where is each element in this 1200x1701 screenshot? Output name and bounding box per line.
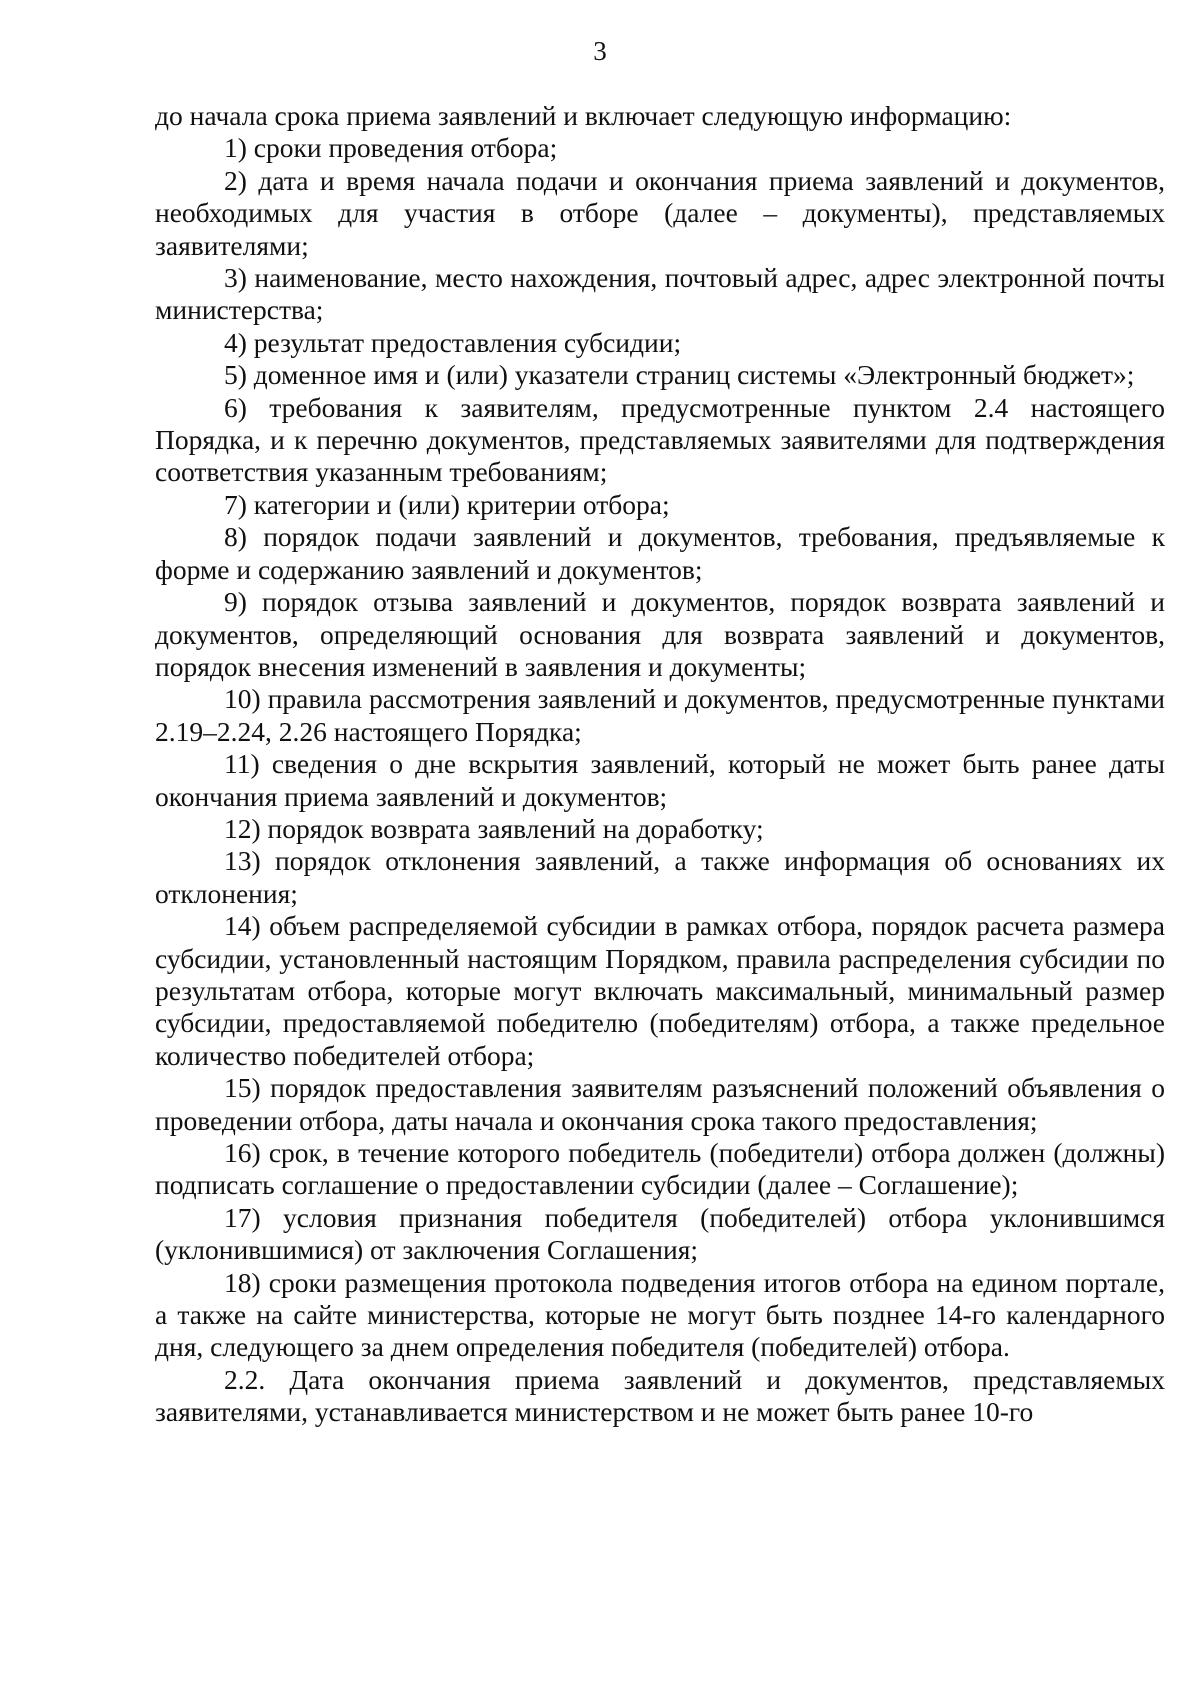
list-item-15: 15) порядок предоставления заявителям разъяснений положений объявления о проведении отбора, даты начала и окончания срока такого предоставления; <box>155 1072 1165 1136</box>
paragraph-intro: до начала срока приема заявлений и включает следующую информацию: <box>155 100 1012 131</box>
list-item-11: 11) сведения о дне вскрытия заявлений, который не может быть ранее даты окончания приема заявлений и документов; <box>155 748 1165 812</box>
list-item-17: 17) условия признания победителя (победителей) отбора уклонившимся (уклонившимися) от заключения Соглашения; <box>155 1201 1165 1266</box>
document-body <box>155 100 1165 1429</box>
section-2-2: 2.2. Дата окончания приема заявлений и документов, представляемых заявителями, устанавливается министерством и не может быть ранее 10-го <box>155 1363 1165 1428</box>
list-item-5: 5) доменное имя и (или) указатели страниц системы «Электронный бюджет»; <box>224 359 1135 391</box>
list-item-9: 9) порядок отзыва заявлений и документов, порядок возврата заявлений и документов, определяющий основания для возврата заявлений и документов, порядок внесения изменений в заявления и документы; <box>155 586 1165 682</box>
list-item-7: 7) категории и (или) критерии отбора; <box>224 488 670 520</box>
list-item-18: 18) сроки размещения протокола подведения итогов отбора на едином портале, а также на сайте министерства, которые не могут быть позднее 14-го календарного дня, следующего за днем определения победителя (победителей) отбора. <box>155 1266 1165 1363</box>
page-number: 3 <box>593 36 607 66</box>
list-item-2: 2) дата и время начала подачи и окончания приема заявлений и документов, необходимых для участия в отборе (далее – документы), представляемых заявителями; <box>155 164 1165 261</box>
list-item-14: 14) объем распределяемой субсидии в рамках отбора, порядок расчета размера субсидии, установленный настоящим Порядком, правила распределения субсидии по результатам отбора, которые могут включать максимальный, минимальный размер субсидии, предоставляемой победителю (победителям) отбора, а также предельное количество победителей отбора; <box>155 910 1165 1071</box>
list-item-8: 8) порядок подачи заявлений и документов, требования, предъявляемые к форме и содержанию заявлений и документов; <box>155 521 1165 585</box>
list-item-10: 10) правила рассмотрения заявлений и документов, предусмотренные пунктами 2.19–2.24, 2.26 настоящего Порядка; <box>155 683 1165 747</box>
list-item-12: 12) порядок возврата заявлений на доработку; <box>224 812 764 844</box>
list-item-1: 1) сроки проведения отбора; <box>224 132 558 164</box>
list-item-3: 3) наименование, место нахождения, почтовый адрес, адрес электронной почты министерства; <box>155 262 1165 326</box>
list-item-13: 13) порядок отклонения заявлений, а также информация об основаниях их отклонения; <box>155 845 1165 909</box>
list-item-16: 16) срок, в течение которого победитель (победители) отбора должен (должны) подписать соглашение о предоставлении субсидии (далее – Соглашение); <box>155 1137 1165 1201</box>
list-item-6: 6) требования к заявителям, предусмотренные пунктом 2.4 настоящего Порядка, и к перечню документов, представляемых заявителями для подтверждения соответствия указанным требованиям; <box>155 391 1165 488</box>
list-item-4: 4) результат предоставления субсидии; <box>224 326 682 358</box>
